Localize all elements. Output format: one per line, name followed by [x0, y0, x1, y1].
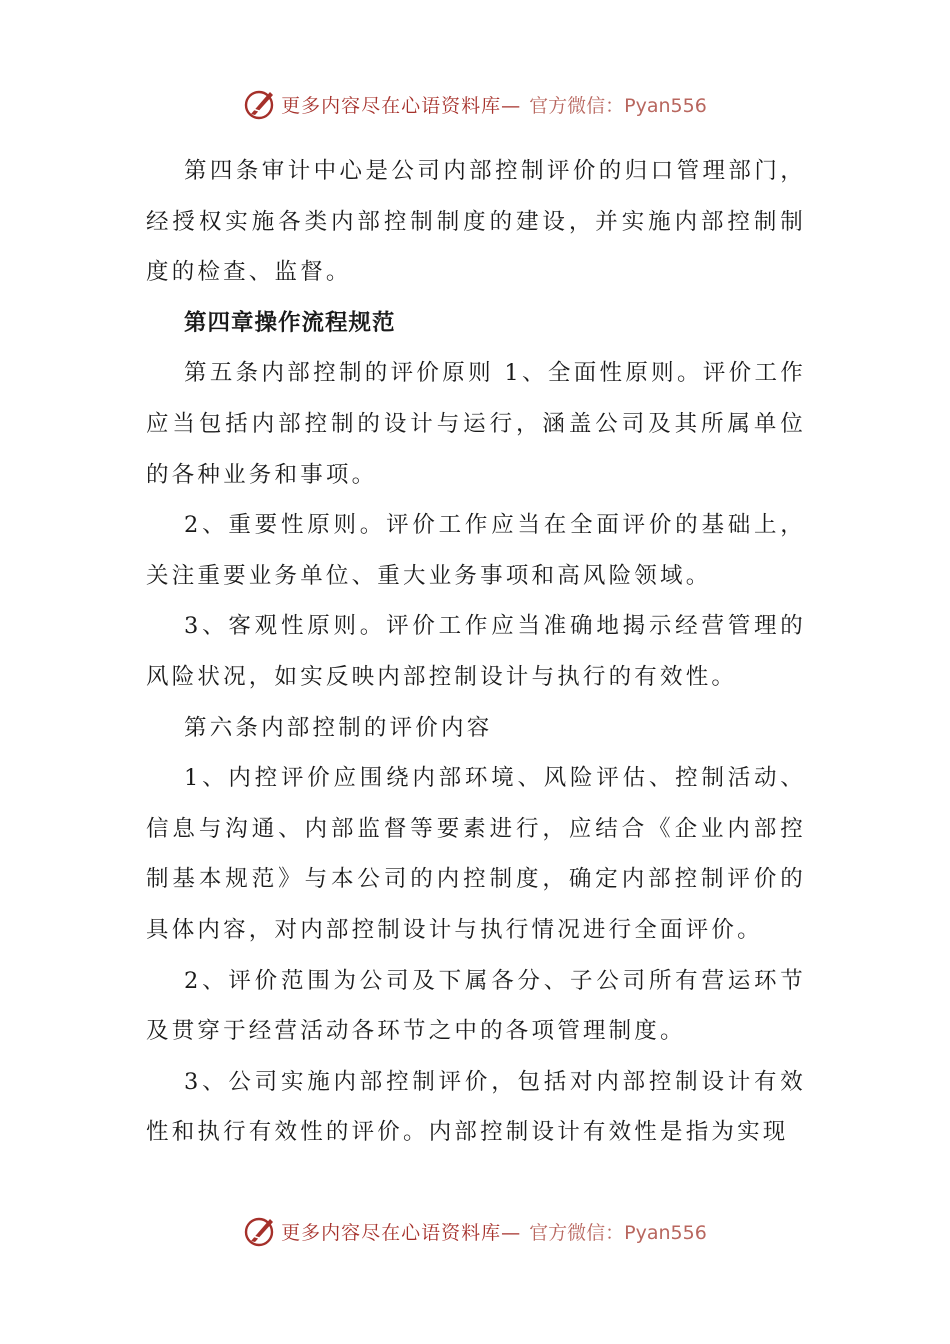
quill-logo-icon [243, 1214, 277, 1248]
paragraph-article-4: 第四条审计中心是公司内部控制评价的归口管理部门，经授权实施各类内部控制制度的建设，并实施内部控制制度的检查、监督。 [146, 158, 806, 286]
paragraph-evaluation-content-2: 2、评价范围为公司及下属各分、子公司所有营运环节及贯穿于经营活动各环节之中的各项管理制度。 [146, 967, 806, 1045]
paragraph-objectivity-principle: 3、客观性原则。评价工作应当准确地揭示经营管理的风险状况，如实反映内部控制设计与执行的有效性。 [146, 613, 806, 690]
header-banner [0, 84, 950, 124]
banner-brand-text: 更多内容尽在心语资料库— [281, 94, 522, 117]
paragraph-evaluation-content-3: 3、公司实施内部控制评价，包括对内部控制设计有效性和执行有效性的评价。内部控制设计有效性是指为实现 [146, 1068, 806, 1146]
document-body [146, 146, 806, 1158]
paragraph-evaluation-content-1: 1、内控评价应围绕内部环境、风险评估、控制活动、信息与沟通、内部监督等要素进行，应结合《企业内部控制基本规范》与本公司的内控制度，确定内部控制评价的具体内容，对内部控制设计与执行情况进行全面评价。 [146, 765, 806, 943]
quill-logo-icon [243, 87, 277, 121]
banner-wechat-text: 官方微信：Pyan556 [529, 1221, 707, 1244]
banner-wechat-text: 官方微信：Pyan556 [529, 94, 707, 117]
paragraph-article-6: 第六条内部控制的评价内容 [184, 714, 493, 741]
footer-banner [0, 1211, 950, 1251]
chapter-heading: 第四章操作流程规范 [184, 309, 396, 336]
paragraph-importance-principle: 2、重要性原则。评价工作应当在全面评价的基础上，关注重要业务单位、重大业务事项和高风险领域。 [146, 512, 806, 589]
paragraph-article-5: 第五条内部控制的评价原则 1、全面性原则。评价工作应当包括内部控制的设计与运行，涵盖公司及其所属单位的各种业务和事项。 [146, 360, 806, 488]
banner-brand-text: 更多内容尽在心语资料库— [281, 1221, 522, 1244]
